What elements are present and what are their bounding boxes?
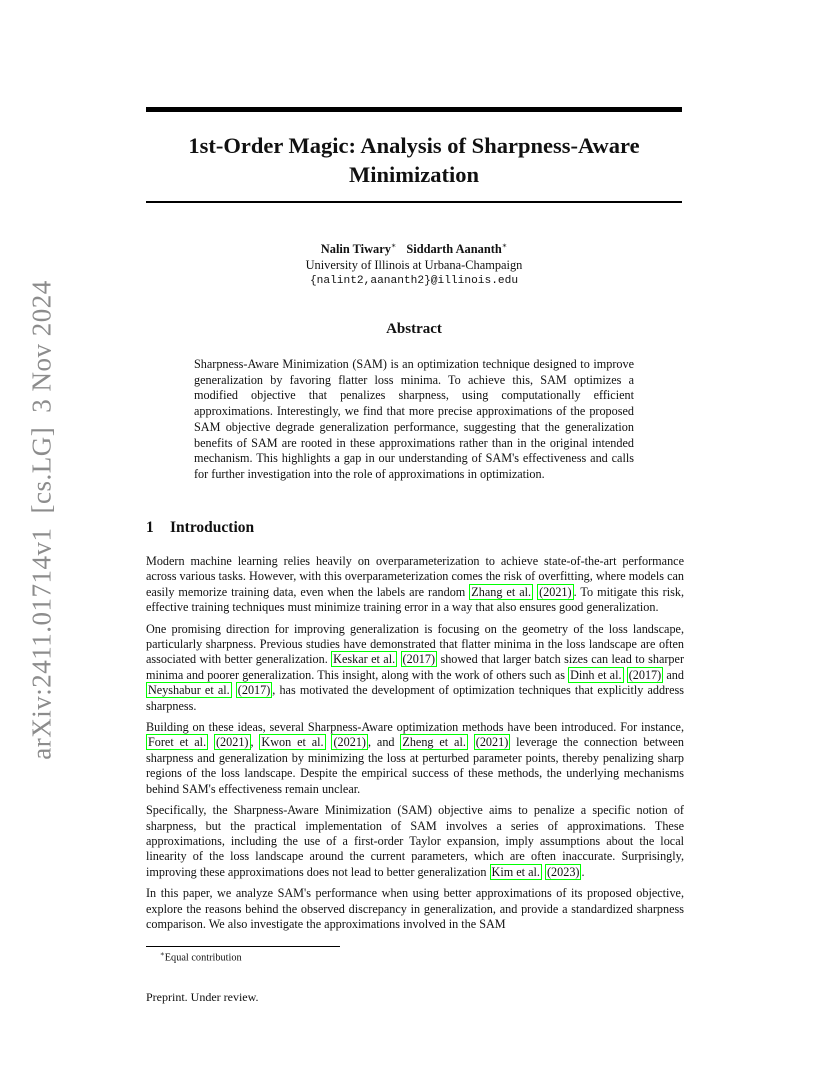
citation-kwon-2021-year[interactable]: (2021) bbox=[333, 735, 366, 750]
paragraph-5 bbox=[146, 886, 684, 932]
author-block bbox=[146, 238, 682, 289]
citation-zheng-2021-year[interactable]: (2021) bbox=[475, 735, 509, 750]
citation-zhang-2021-year[interactable]: (2021) bbox=[539, 584, 572, 599]
citation-kim-2023[interactable]: Kim et al. bbox=[491, 864, 540, 879]
citation-keskar-2017-year[interactable]: (2017) bbox=[402, 652, 436, 667]
text-run: . To mitigate this risk, effective training techniques must minimize training error in a way that also ensures good generalization. bbox=[146, 584, 684, 615]
paragraph-3 bbox=[146, 720, 684, 797]
text-run: Building on these ideas, several Sharpness-Aware optimization methods have been introduced. For instance, bbox=[146, 720, 684, 735]
text-run: , bbox=[250, 735, 260, 750]
abstract-heading: Abstract bbox=[386, 321, 442, 337]
text-run: and bbox=[663, 667, 684, 682]
author-1: Nalin Tiwary bbox=[320, 242, 391, 257]
introduction-body bbox=[146, 554, 684, 938]
citation-kim-2023-year[interactable]: (2023) bbox=[546, 864, 580, 879]
citation-foret-2021[interactable]: Foret et al. bbox=[148, 735, 207, 750]
author-1-mark: ∗ bbox=[390, 241, 397, 250]
footnote bbox=[160, 950, 242, 963]
text-run: One promising direction for improving generalization is focusing on the geometry of the loss landscape, particularly sharpness. Previous studies have demonstrated that flatter minima in the loss landscape are often associated with better generalization. bbox=[146, 621, 684, 667]
title-top-rule bbox=[146, 107, 682, 112]
title-line-1: 1st-Order Magic: Analysis of Sharpness-Aware bbox=[188, 133, 640, 158]
author-2: Siddarth Aananth bbox=[406, 242, 502, 257]
text-run: showed that larger batch sizes can lead to sharper minima and poorer generalization. This insight, along with the work of others such as bbox=[146, 652, 684, 682]
author-2-mark: ∗ bbox=[501, 241, 508, 250]
text-run: , has motivated the development of optimization techniques that explicitly address sharpness. bbox=[146, 683, 685, 713]
text-run: In this paper, we analyze SAM's performance when using better approximations of its proposed objective, explore the reasons behind the observed discrepancy in generalization, and provide a standardized sharpness comparison. We also investigate the approximations involved in the SAM bbox=[146, 886, 684, 931]
preprint-notice: Preprint. Under review. bbox=[146, 990, 259, 1004]
text-run: Specifically, the Sharpness-Aware Minimization (SAM) objective aims to penalize a specific notion of sharpness, but the practical implementation of SAM involves a series of approximations. These approximations, including the use of a first-order Taylor expansion, imply assumptions about the local linearity of the loss landscape around the current parameters, which are often inaccurate. Surprisingly, improving these approximations does not lead to better generalization bbox=[146, 803, 684, 879]
abstract-text: Sharpness-Aware Minimization (SAM) is an optimization technique designed to improve generalization by favoring flatter loss minima. To achieve this, SAM optimizes a modified objective that penalizes sharpness, using computationally efficient approximations. Interestingly, we find that more precise approximations of the proposed SAM objective degrade generalization performance, suggesting that the generalization benefits of SAM are rooted in these approximations rather than in the original intended mechanism. This highlights a gap in our understanding of SAM's effectiveness and calls for further investigation into the role of approximations in optimization. bbox=[194, 357, 634, 481]
section-heading-introduction bbox=[146, 519, 254, 537]
text-run: Modern machine learning relies heavily on overparameterization to achieve state-of-the-art performance across various tasks. However, with this overparameterization comes the risk of overfitting, where models can easily memorize training data, even when the labels are random bbox=[146, 554, 684, 599]
citation-foret-2021-year[interactable]: (2021) bbox=[216, 735, 249, 750]
paper-title bbox=[146, 131, 682, 189]
footnote-text: Equal contribution bbox=[164, 952, 242, 964]
citation-keskar-2017[interactable]: Keskar et al. bbox=[333, 652, 396, 667]
citation-neyshabur-2017[interactable]: Neyshabur et al. bbox=[148, 683, 230, 698]
citation-dinh-2017-year[interactable]: (2017) bbox=[628, 667, 662, 682]
text-run: . bbox=[581, 864, 585, 879]
author-email: {nalint2,aananth2}@illinois.edu bbox=[309, 275, 519, 288]
arxiv-date: 3 Nov 2024 bbox=[26, 280, 57, 413]
author-names bbox=[146, 238, 682, 257]
citation-zheng-2021[interactable]: Zheng et al. bbox=[402, 735, 466, 750]
paragraph-4 bbox=[146, 803, 684, 880]
title-line-2: Minimization bbox=[349, 162, 479, 187]
arxiv-category: [cs.LG] bbox=[26, 426, 57, 514]
title-bottom-rule bbox=[146, 201, 682, 203]
citation-zhang-2021[interactable]: Zhang et al. bbox=[471, 584, 532, 599]
section-number: 1 bbox=[146, 519, 154, 536]
footnote-rule bbox=[146, 946, 340, 947]
text-run: leverage the connection between sharpness and generalization by minimizing the loss at perturbed parameter points, thereby penalizing sharp regions of the loss landscape. Despite the empirical success of these methods, the underlying mechanisms behind SAM's effectiveness remain unclear. bbox=[146, 735, 685, 796]
arxiv-identifier-stamp bbox=[27, 280, 58, 759]
paragraph-2 bbox=[146, 622, 684, 714]
citation-kwon-2021[interactable]: Kwon et al. bbox=[261, 735, 324, 750]
section-title: Introduction bbox=[170, 519, 255, 536]
citation-dinh-2017[interactable]: Dinh et al. bbox=[570, 667, 622, 682]
citation-neyshabur-2017-year[interactable]: (2017) bbox=[237, 683, 271, 698]
affiliation: University of Illinois at Urbana-Champaign bbox=[305, 258, 523, 273]
paragraph-1 bbox=[146, 554, 684, 616]
footnote-mark: ∗ bbox=[160, 950, 165, 958]
text-run: , and bbox=[367, 735, 401, 750]
arxiv-id: arXiv:2411.01714v1 bbox=[26, 527, 57, 760]
